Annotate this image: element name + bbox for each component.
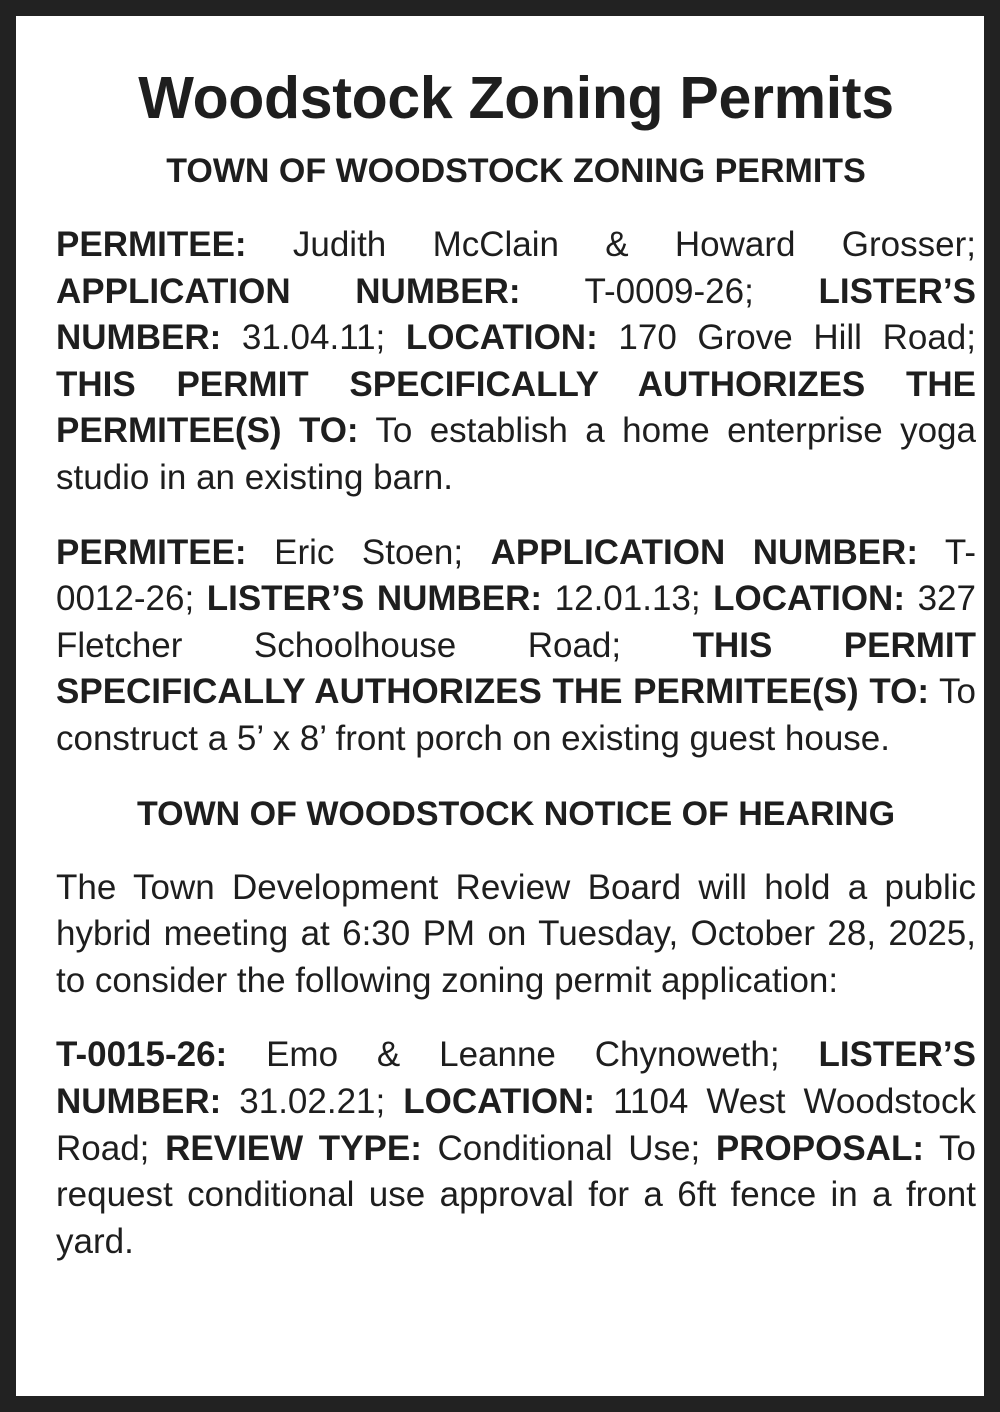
application-number: T-0009-26; [584,271,754,311]
permit-description: To construct a 5’ x 8’ front porch on existing guest house. [56,672,976,758]
application-number: T-0012-26; [56,532,976,619]
review-type-label: REVIEW TYPE: [165,1128,422,1168]
location: 170 Grove Hill Road; [618,318,976,358]
hearing-intro: The Town Development Review Board will hold a public hybrid meeting at 6:30 PM on Tuesday, October 28, 2025, to consider the following zoning permit application: [56,867,976,1000]
application-number-label: APPLICATION NUMBER: [490,532,918,572]
listers-number-label: LISTER’S NUMBER: [206,579,543,619]
notice-content [56,56,976,1293]
applicant-name: Emo & Leanne Chynoweth; [266,1035,780,1075]
location-label: LOCATION: [403,1081,596,1121]
application-number: T-0015-26: [56,1035,228,1075]
page-title: Woodstock Zoning Permits [138,65,894,131]
proposal-label: PROPOSAL: [715,1128,924,1168]
permit-entry [56,222,976,502]
hearing-section-heading: TOWN OF WOODSTOCK NOTICE OF HEARING [136,794,896,833]
proposal: To request conditional use approval for a 6ft fence in a front yard. [56,1128,976,1261]
permitee-label: PERMITEE: [56,532,247,572]
location: 1104 West Woodstock Road; [56,1081,976,1168]
listers-number-label: LISTER’S NUMBER: [56,1035,976,1121]
permits-section-heading: TOWN OF WOODSTOCK ZONING PERMITS [166,152,866,190]
permitee-name: Eric Stoen; [274,532,464,572]
permit-entry [56,530,976,763]
authorization-label: THIS PERMIT SPECIFICALLY AUTHORIZES THE PERMITEE(S) TO: [56,364,976,451]
hearing-application-entry [56,1032,976,1265]
permit-description: To establish a home enterprise yoga studio in an existing barn. [56,411,976,497]
listers-number: 31.04.11; [241,318,386,358]
permitee-label: PERMITEE: [56,225,247,264]
location-label: LOCATION: [405,318,598,358]
listers-number: 31.02.21; [239,1081,386,1121]
application-number-label: APPLICATION NUMBER: [56,271,521,311]
location: 327 Fletcher Schoolhouse Road; [56,579,976,665]
listers-number: 12.01.13; [554,579,701,619]
listers-number-label: LISTER’S NUMBER: [56,271,977,358]
permitee-name: Judith McClain & Howard Grosser; [292,225,976,264]
location-label: LOCATION: [713,579,905,619]
authorization-label: THIS PERMIT SPECIFICALLY AUTHORIZES THE PERMITEE(S) TO: [56,625,976,712]
review-type: Conditional Use; [437,1128,701,1168]
